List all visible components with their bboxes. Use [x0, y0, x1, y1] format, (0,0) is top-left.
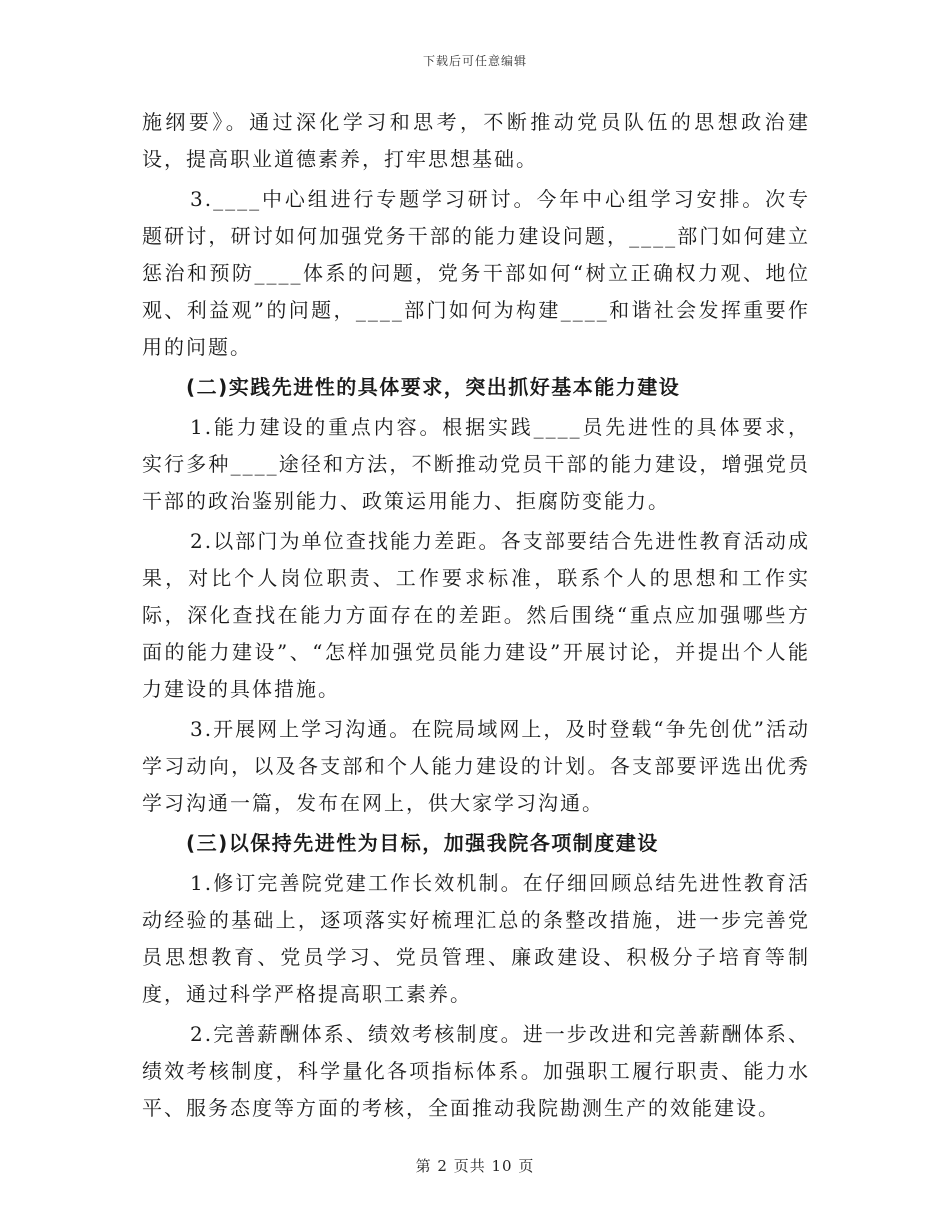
- section-heading-3: (三)以保持先进性为目标，加强我院各项制度建设: [186, 831, 659, 855]
- paragraph-item-2-salary-system: 2.完善薪酬体系、绩效考核制度。进一步改进和完善薪酬体系、绩效考核制度，科学量化各项指标体系。加强职工履行职责、能力水平、服务态度等方面的考核，全面推动我院勘测生产的效能建设。: [142, 1022, 810, 1120]
- section-heading-2: (二)实践先进性的具体要求，突出抓好基本能力建设: [186, 375, 681, 399]
- paragraph-item-1-capacity: 1.能力建设的重点内容。根据实践____员先进性的具体要求，实行多种____途径和方法，不断推动党员干部的能力建设，增强党员干部的政治鉴别能力、政策运用能力、拒腐防变能力。: [142, 415, 810, 513]
- paragraph-item-3-study-group: 3.____中心组进行专题学习研讨。今年中心组学习安排。次专题研讨，研讨如何加强党务干部的能力建设问题，____部门如何建立惩治和预防____体系的问题，党务干部如何“树立正确权力观、地位观、利益观”的问题，____部门如何为构建____和谐社会发挥重要作用的问题。: [142, 187, 810, 359]
- paragraph-item-2-department-gap: 2.以部门为单位查找能力差距。各支部要结合先进性教育活动成果，对比个人岗位职责、工作要求标准，联系个人的思想和工作实际，深化查找在能力方面存在的差距。然后围绕“重点应加强哪些方面的能力建设”、“怎样加强党员能力建设”开展讨论，并提出个人能力建设的具体措施。: [142, 529, 810, 701]
- document-body: [142, 104, 810, 1130]
- paragraph-item-3-online-exchange: 3.开展网上学习沟通。在院局域网上，及时登载“争先创优”活动学习动向，以及各支部和个人能力建设的计划。各支部要评选出优秀学习沟通一篇，发布在网上，供大家学习沟通。: [142, 717, 810, 815]
- paragraph-continuation: 施纲要》。通过深化学习和思考，不断推动党员队伍的思想政治建设，提高职业道德素养，打牢思想基础。: [142, 110, 810, 171]
- page-header: 下载后可任意编辑: [422, 54, 527, 68]
- page-footer: 第 2 页共 10 页: [415, 1157, 535, 1175]
- paragraph-item-1-mechanism: 1.修订完善院党建工作长效机制。在仔细回顾总结先进性教育活动经验的基础上，逐项落实好梳理汇总的条整改措施，进一步完善党员思想教育、党员学习、党员管理、廉政建设、积极分子培育等制度，通过科学严格提高职工素养。: [142, 871, 810, 1006]
